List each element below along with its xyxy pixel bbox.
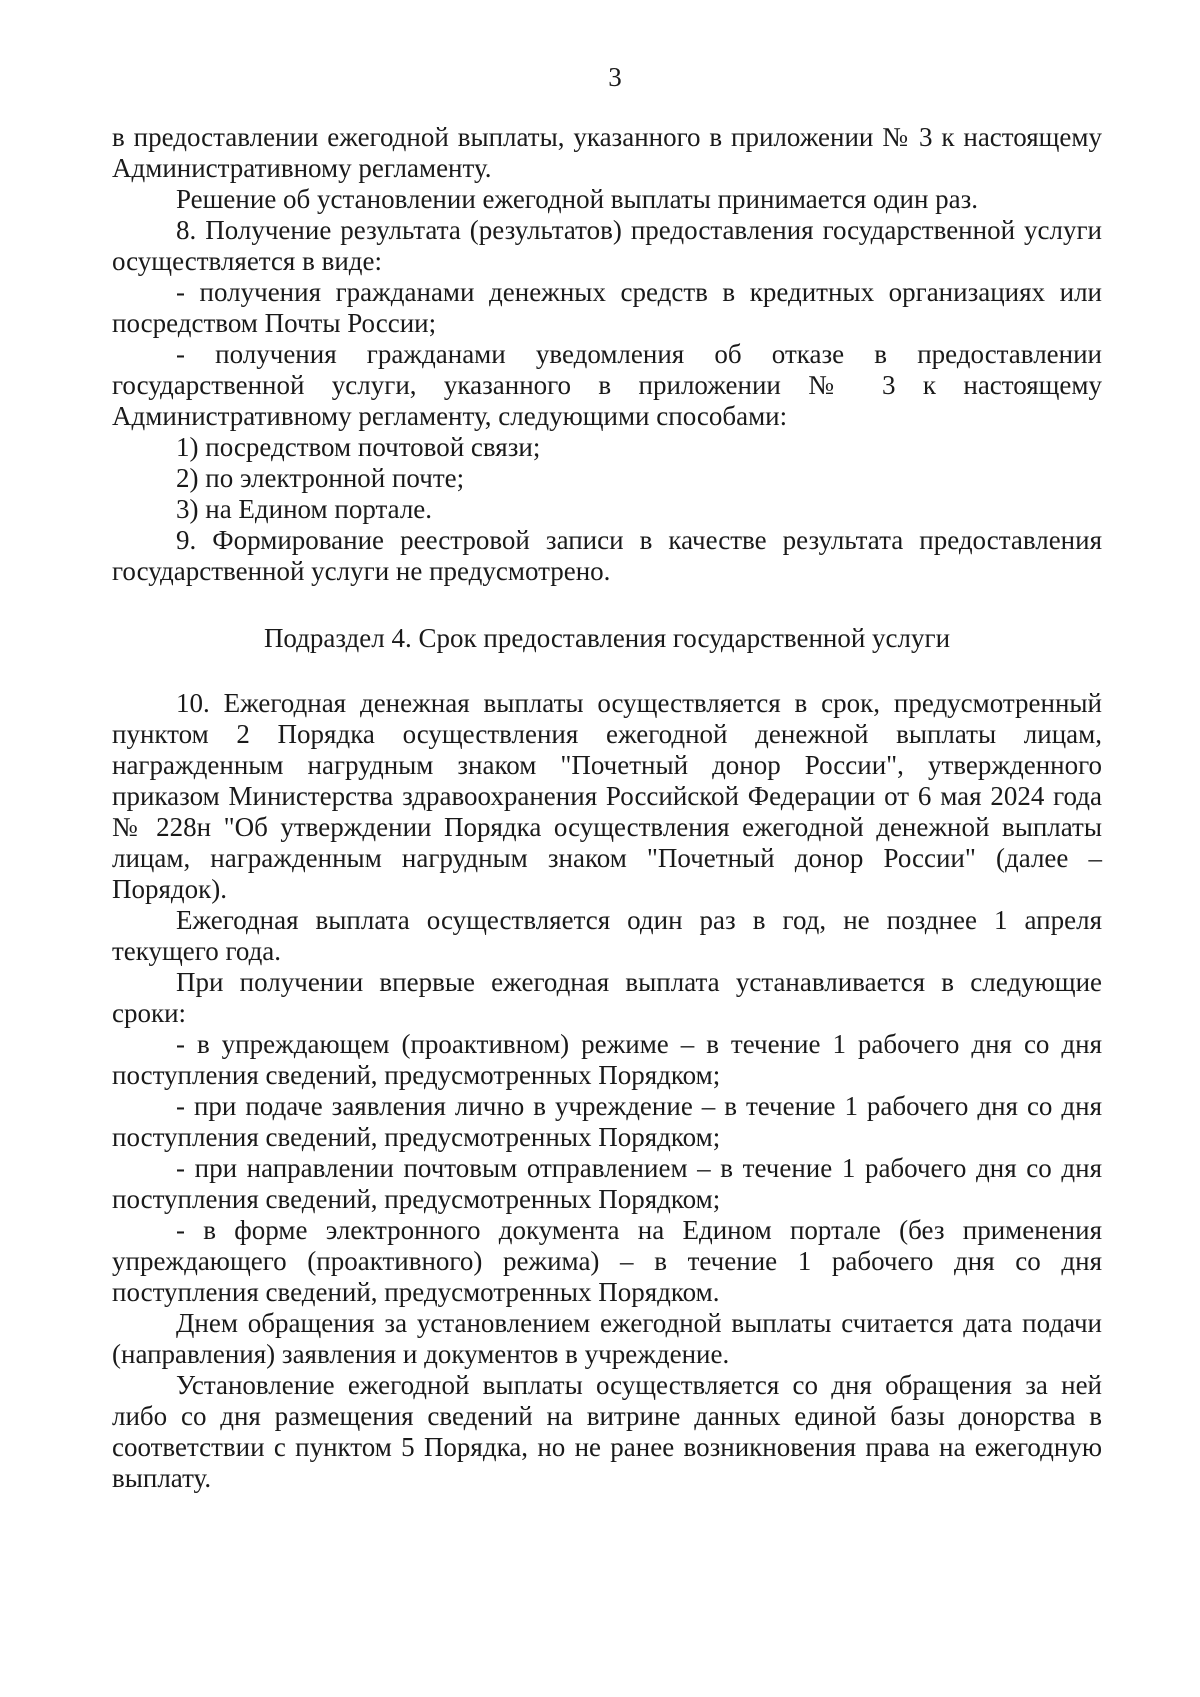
subsection-heading: Подраздел 4. Срок предоставления государственной услуги	[263, 623, 951, 653]
paragraph-decision-once: Решение об установлении ежегодной выплаты принимается один раз.	[176, 184, 979, 214]
list-item-electronic: - в форме электронного документа на Едином портале (без применения упреждающего (проактивного) режима) – в течение 1 рабочего дня со дня поступления сведений, предусмотренных Порядком.	[112, 1215, 1102, 1307]
paragraph-item-9: 9. Формирование реестровой записи в качестве результата предоставления государственной услуги не предусмотрено.	[112, 525, 1102, 586]
document-body	[112, 122, 1102, 1494]
paragraph-item-8: 8. Получение результата (результатов) предоставления государственной услуги осуществляется в виде:	[112, 215, 1102, 276]
paragraph-continuation: в предоставлении ежегодной выплаты, указанного в приложении № 3 к настоящему Административному регламенту.	[112, 122, 1102, 183]
list-item-funds: - получения гражданами денежных средств в кредитных организациях или посредством Почты России;	[112, 277, 1102, 338]
paragraph-payment-start: Установление ежегодной выплаты осуществляется со дня обращения за ней либо со дня размещения сведений на витрине данных единой базы донорства в соответствии с пунктом 5 Порядка, но не ранее возникновения права на ежегодную выплату.	[112, 1370, 1102, 1493]
list-item-postal: 1) посредством почтовой связи;	[176, 432, 541, 462]
paragraph-item-10: 10. Ежегодная денежная выплаты осуществляется в срок, предусмотренный пунктом 2 Порядка осуществления ежегодной денежной выплаты лицам, награжденным нагрудным знаком "Почетный донор России", утвержденного приказом Министерства здравоохранения Российской Федерации от 6 мая 2024 года № 228н "Об утверждении Порядка осуществления ежегодной денежной выплаты лицам, награжденным нагрудным знаком "Почетный донор России" (далее – Порядок).	[112, 688, 1102, 904]
list-item-by-mail: - при направлении почтовым отправлением – в течение 1 рабочего дня со дня поступления сведений, предусмотренных Порядком;	[112, 1153, 1102, 1214]
list-item-refusal-notice: - получения гражданами уведомления об отказе в предоставлении государственной услуги, указанного в приложении № 3 к настоящему Административному регламенту, следующими способами:	[112, 339, 1102, 431]
list-item-portal: 3) на Едином портале.	[176, 494, 433, 524]
page-number: 3	[608, 62, 622, 92]
paragraph-annual-once: Ежегодная выплата осуществляется один раз в год, не позднее 1 апреля текущего года.	[112, 905, 1102, 966]
paragraph-first-time-terms: При получении впервые ежегодная выплата устанавливается в следующие сроки:	[112, 967, 1102, 1028]
list-item-in-person: - при подаче заявления лично в учреждение – в течение 1 рабочего дня со дня поступления сведений, предусмотренных Порядком;	[112, 1091, 1102, 1152]
list-item-email: 2) по электронной почте;	[176, 463, 465, 493]
paragraph-application-date: Днем обращения за установлением ежегодной выплаты считается дата подачи (направления) заявления и документов в учреждение.	[112, 1308, 1102, 1369]
list-item-proactive: - в упреждающем (проактивном) режиме – в течение 1 рабочего дня со дня поступления сведений, предусмотренных Порядком;	[112, 1029, 1102, 1090]
